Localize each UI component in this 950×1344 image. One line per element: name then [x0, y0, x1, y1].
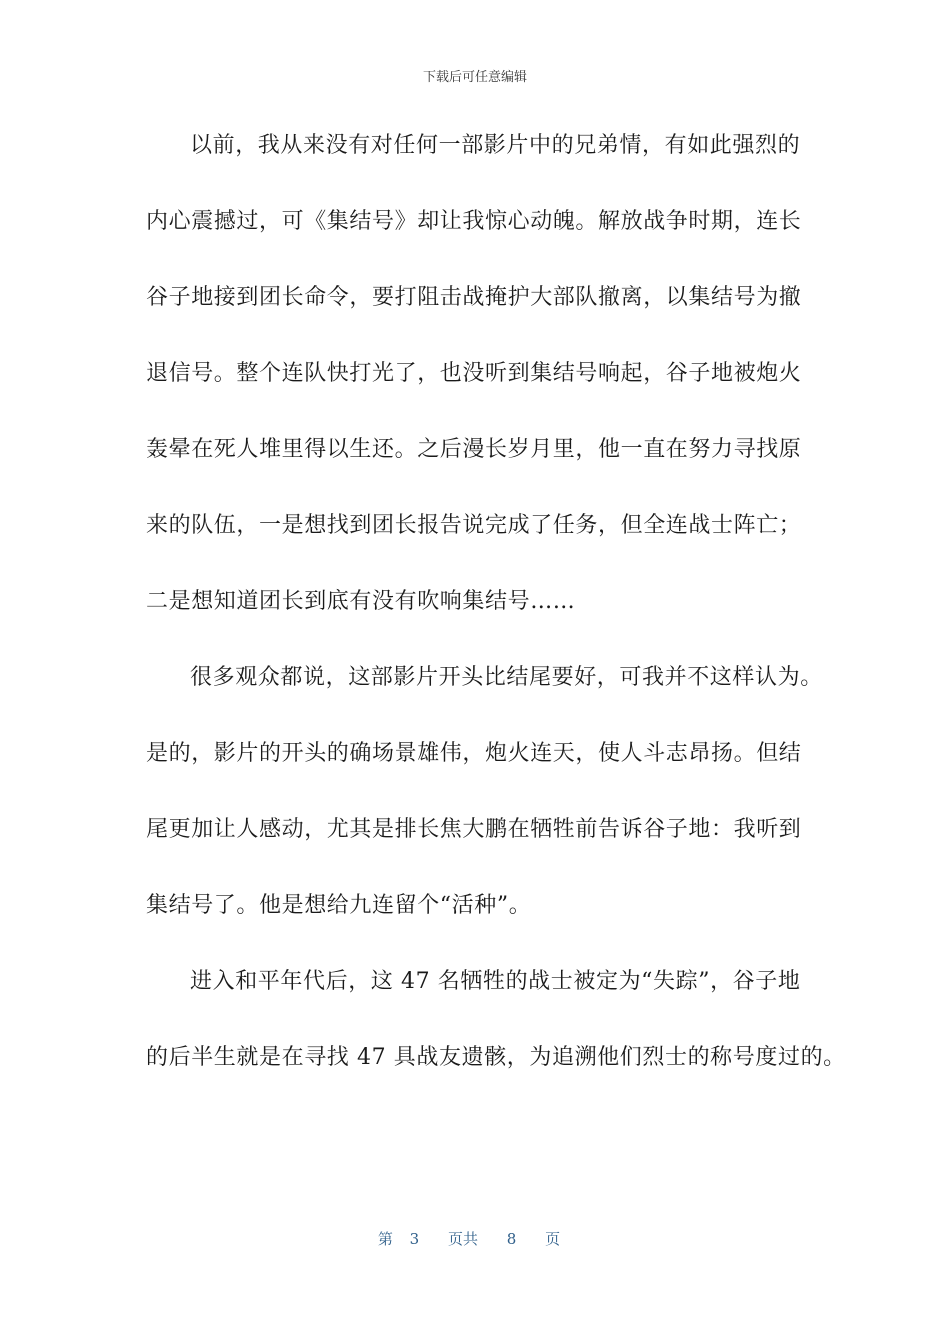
paragraph-line: 内心震撼过，可《集结号》却让我惊心动魄。解放战争时期，连长	[146, 209, 802, 234]
footer-middle: 页共	[447, 1230, 478, 1248]
paragraph-line: 集结号了。他是想给九连留个“活种”。	[146, 893, 532, 918]
page-header: 下载后可任意编辑	[422, 70, 527, 85]
footer-suffix: 页	[545, 1230, 561, 1248]
paragraph-line: 以前，我从来没有对任何一部影片中的兄弟情，有如此强烈的	[190, 133, 801, 158]
footer-total-pages: 8	[506, 1230, 517, 1248]
page-footer	[0, 1228, 950, 1249]
paragraph-line: 轰晕在死人堆里得以生还。之后漫长岁月里，他一直在努力寻找原	[146, 437, 802, 462]
paragraph-line: 的后半生就是在寻找 47 具战友遗骸，为追溯他们烈士的称号度过的。	[146, 1045, 846, 1070]
footer-prefix: 第	[377, 1230, 393, 1248]
footer-page-number: 3	[409, 1230, 420, 1248]
paragraph-line: 很多观众都说，这部影片开头比结尾要好，可我并不这样认为。	[190, 665, 823, 690]
paragraph-line: 是的，影片的开头的确场景雄伟，炮火连天，使人斗志昂扬。但结	[146, 741, 802, 766]
paragraph-line: 退信号。整个连队快打光了，也没听到集结号响起，谷子地被炮火	[146, 361, 802, 386]
document-body	[146, 128, 846, 1116]
paragraph-line: 谷子地接到团长命令，要打阻击战掩护大部队撤离，以集结号为撤	[146, 285, 802, 310]
paragraph-line: 进入和平年代后，这 47 名牺牲的战士被定为“失踪”，谷子地	[190, 969, 801, 994]
paragraph-line: 二是想知道团长到底有没有吹响集结号……	[146, 589, 576, 614]
paragraph-line: 尾更加让人感动，尤其是排长焦大鹏在牺牲前告诉谷子地：我听到	[146, 817, 802, 842]
paragraph-line: 来的队伍，一是想找到团长报告说完成了任务，但全连战士阵亡；	[146, 513, 802, 538]
